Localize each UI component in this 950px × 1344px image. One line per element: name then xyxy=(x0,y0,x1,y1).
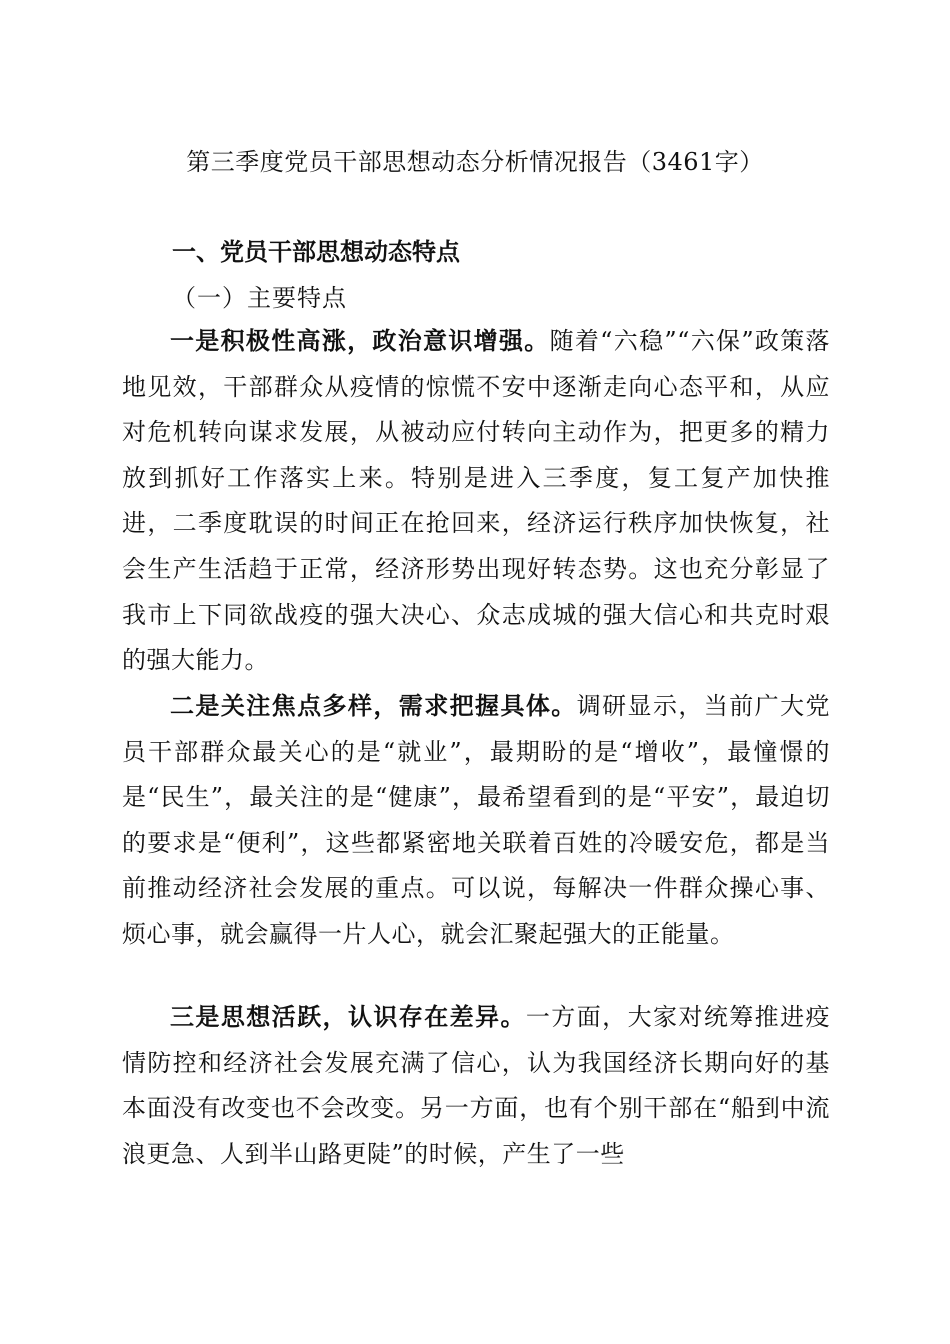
paragraph-1 xyxy=(122,318,830,684)
paragraph-3-body: 一方面，大家对统筹推进疫情防控和经济社会发展充满了信心，认为我国经济长期向好的基本面没有改变也不会改变。另一方面，也有个别干部在“船到中流浪更急、人到半山路更陡”的时候，产生了一些 xyxy=(122,1003,831,1168)
paragraph-2 xyxy=(122,683,830,958)
section-heading: 一、党员干部思想动态特点 xyxy=(172,238,460,266)
paragraph-2-body: 调研显示，当前广大党员干部群众最关心的是“就业”，最期盼的是“增收”，最憧憬的是“民生”，最关注的是“健康”，最希望看到的是“平安”，最迫切的要求是“便利”，这些都紧密地关联着百姓的冷暖安危，都是当前推动经济社会发展的重点。可以说，每解决一件群众操心事、烦心事，就会赢得一片人心，就会汇聚起强大的正能量。 xyxy=(122,692,830,948)
sub-heading: （一）主要特点 xyxy=(172,284,347,312)
document-title: 第三季度党员干部思想动态分析情况报告（3461字） xyxy=(186,148,764,176)
paragraph-3 xyxy=(122,994,830,1177)
paragraph-1-lead: 一是积极性高涨，政治意识增强。 xyxy=(170,326,550,355)
paragraph-2-lead: 二是关注焦点多样，需求把握具体。 xyxy=(170,691,577,720)
paragraph-1-body: 随着“六稳”“六保”政策落地见效，干部群众从疫情的惊慌不安中逐渐走向心态平和，从应对危机转向谋求发展，从被动应付转向主动作为，把更多的精力放到抓好工作落实上来。特别是进入三季度，复工复产加快推进，二季度耽误的时间正在抢回来，经济运行秩序加快恢复，社会生产生活趋于正常，经济形势出现好转态势。这也充分彰显了我市上下同欲战疫的强大决心、众志成城的强大信心和共克时艰的强大能力。 xyxy=(122,327,831,675)
paragraph-3-lead: 三是思想活跃，认识存在差异。 xyxy=(170,1002,526,1031)
